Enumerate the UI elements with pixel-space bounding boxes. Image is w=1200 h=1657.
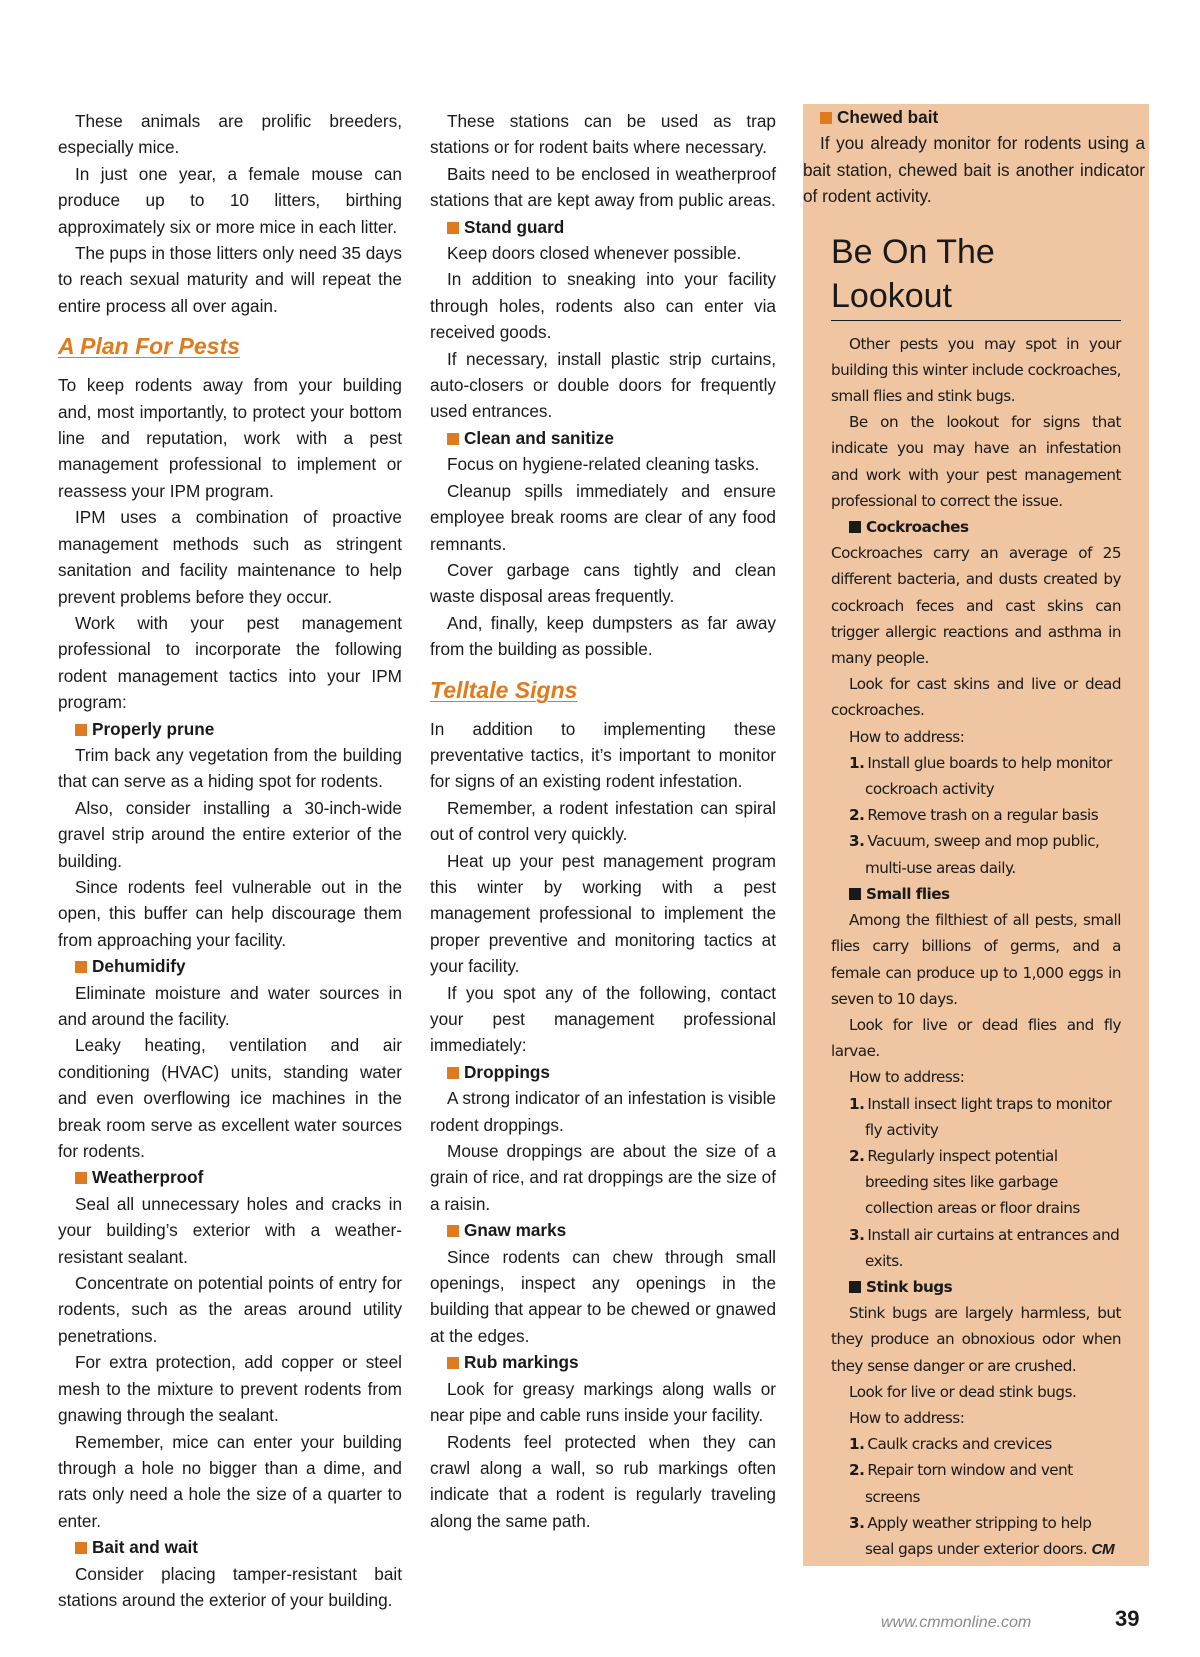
paragraph: Rodents feel protected when they can crawl along a wall, so rub markings often indicate that a rodent is regularly traveling along the same path. xyxy=(430,1431,776,1531)
paragraph: Eliminate moisture and water sources in and around the facility. xyxy=(58,982,402,1029)
paragraph: How to address: xyxy=(849,727,965,746)
paragraph: In addition to implementing these preventative tactics, it’s important to monitor for signs of an existing rodent infestation. xyxy=(430,718,776,792)
paragraph: If you already monitor for rodents using a bait station, chewed bait is another indicator of rodent activity. xyxy=(803,133,1145,207)
paragraph: Stink bugs are largely harmless, but they produce an obnoxious odor when they sense danger or are crushed. xyxy=(831,1304,1121,1375)
subheading: Droppings xyxy=(430,1059,776,1085)
paragraph: How to address: xyxy=(849,1068,965,1087)
paragraph: To keep rodents away from your building and, most importantly, to protect your bottom line and reputation, work with a pest management professional to implement or reassess your IPM program. xyxy=(58,375,402,501)
paragraph: These stations can be used as trap stations or for rodent baits where necessary. xyxy=(430,111,776,158)
list-item: 2. Regularly inspect potential breeding sites like garbage collection areas or floor drains xyxy=(849,1146,1080,1218)
paragraph: Focus on hygiene-related cleaning tasks. xyxy=(447,454,760,475)
paragraph: Look for greasy markings along walls or near pipe and cable runs inside your facility. xyxy=(430,1378,776,1426)
paragraph: Look for cast skins and live or dead cockroaches. xyxy=(831,675,1121,720)
paragraph: Baits need to be enclosed in weatherproof stations that are kept away from public areas. xyxy=(430,163,776,211)
paragraph: Remember, a rodent infestation can spiral out of control very quickly. xyxy=(430,797,776,845)
paragraph: The pups in those litters only need 35 days to reach sexual maturity and will repeat the entire process all over again. xyxy=(58,243,402,316)
paragraph: Look for live or dead stink bugs. xyxy=(849,1382,1077,1401)
paragraph: Leaky heating, ventilation and air conditioning (HVAC) units, standing water and even overflowing ice machines in the break room serve as excellent water sources for rodents. xyxy=(58,1035,402,1162)
sidebar-subheading: Cockroaches xyxy=(831,514,1121,540)
subheading: Rub markings xyxy=(430,1349,776,1375)
black-square-bullet-icon xyxy=(849,521,861,533)
paragraph: Other pests you may spot in your building this winter include cockroaches, small flies and stink bugs. xyxy=(831,334,1121,406)
subheading: Weatherproof xyxy=(58,1164,402,1190)
roach-steps-list xyxy=(831,750,1121,881)
orange-square-bullet-icon xyxy=(447,433,459,445)
orange-square-bullet-icon xyxy=(75,1172,87,1184)
paragraph: Keep doors closed whenever possible. xyxy=(447,243,742,264)
orange-square-bullet-icon xyxy=(447,1067,459,1079)
list-item: 1. Install insect light traps to monitor fly activity xyxy=(849,1094,1112,1139)
section-heading: A Plan For Pests xyxy=(58,333,240,360)
paragraph: Trim back any vegetation from the building that can serve as a hiding spot for rodents. xyxy=(58,744,402,792)
paragraph: Work with your pest management professional to incorporate the following rodent management tactics into your IPM program: xyxy=(58,612,402,713)
paragraph: Heat up your pest management program this winter by working with a pest management professional to implement the proper preventive and monitoring tactics at your facility. xyxy=(430,850,776,977)
bug-steps-list xyxy=(831,1431,1121,1563)
fly-steps-list xyxy=(831,1091,1121,1274)
subheading: Chewed bait xyxy=(803,104,1145,130)
orange-square-bullet-icon xyxy=(447,1357,459,1369)
section-heading: Telltale Signs xyxy=(430,676,578,703)
list-item: 3. Install air curtains at entrances and exits. xyxy=(849,1225,1120,1270)
paragraph: Cleanup spills immediately and ensure employee break rooms are clear of any food remnants. xyxy=(430,480,776,554)
paragraph: And, finally, keep dumpsters as far away from the building as possible. xyxy=(430,612,776,660)
paragraph: IPM uses a combination of proactive management methods such as stringent sanitation and facility maintenance to help prevent problems before they occur. xyxy=(58,507,402,607)
paragraph: Be on the lookout for signs that indicate you may have an infestation and work with your pest management professional to correct the issue. xyxy=(831,413,1121,510)
sidebar-body xyxy=(831,331,1121,1564)
orange-square-bullet-icon xyxy=(447,222,459,234)
list-item: 2. Remove trash on a regular basis xyxy=(849,806,1099,825)
paragraph: For extra protection, add copper or steel mesh to the mixture to prevent rodents from gnawing through the sealant. xyxy=(58,1352,402,1426)
page-number: 39 xyxy=(1115,1606,1140,1631)
list-item: 1. Caulk cracks and crevices xyxy=(849,1435,1052,1454)
paragraph: Consider placing tamper-resistant bait stations around the exterior of your building. xyxy=(58,1563,402,1610)
paragraph: If necessary, install plastic strip curtains, auto-closers or double doors for frequently used entrances. xyxy=(430,348,776,422)
orange-square-bullet-icon xyxy=(820,112,832,124)
black-square-bullet-icon xyxy=(849,1281,861,1293)
paragraph: Cover garbage cans tightly and clean waste disposal areas frequently. xyxy=(430,559,776,607)
footer-url: www.cmmonline.com xyxy=(881,1614,1032,1631)
list-item: 3. Apply weather stripping to help seal gaps under exterior doors. CM xyxy=(849,1513,1115,1558)
sidebar-subheading: Small flies xyxy=(831,881,1121,907)
paragraph: In just one year, a female mouse can produce up to 10 litters, birthing approximately six or more mice in each litter. xyxy=(58,163,402,237)
paragraph: How to address: xyxy=(849,1408,965,1427)
chewed-bait-section xyxy=(803,104,1149,210)
paragraph: Since rodents can chew through small openings, inspect any openings in the building that appear to be chewed or gnawed at the edges. xyxy=(430,1246,776,1346)
article-column-1 xyxy=(58,108,402,1613)
list-item: 2. Repair torn window and vent screens xyxy=(849,1461,1073,1506)
orange-square-bullet-icon xyxy=(75,1542,87,1554)
paragraph: Also, consider installing a 30-inch-wide gravel strip around the entire exterior of the building. xyxy=(58,797,402,871)
list-item: 1. Install glue boards to help monitor cockroach activity xyxy=(849,753,1112,799)
orange-square-bullet-icon xyxy=(75,724,87,736)
subheading: Clean and sanitize xyxy=(430,425,776,451)
paragraph: Concentrate on potential points of entry for rodents, such as the areas around utility penetrations. xyxy=(58,1273,402,1346)
sidebar-box xyxy=(803,104,1149,1566)
subheading: Gnaw marks xyxy=(430,1217,776,1243)
paragraph: Seal all unnecessary holes and cracks in your building’s exterior with a weather-resistant sealant. xyxy=(58,1193,402,1267)
paragraph: These animals are prolific breeders, especially mice. xyxy=(58,111,402,158)
paragraph: Cockroaches carry an average of 25 different bacteria, and dusts created by cockroach feces and cast skins can trigger allergic reactions and asthma in many people. xyxy=(831,544,1121,668)
paragraph: Among the filthiest of all pests, small flies carry billions of germs, and a female can produce up to 1,000 eggs in seven to 10 days. xyxy=(831,911,1121,1008)
sidebar-subheading: Stink bugs xyxy=(831,1274,1121,1300)
subheading: Stand guard xyxy=(430,214,776,240)
subheading: Properly prune xyxy=(58,716,402,742)
orange-square-bullet-icon xyxy=(75,961,87,973)
subheading: Dehumidify xyxy=(58,953,402,979)
paragraph: Look for live or dead flies and fly larvae. xyxy=(831,1015,1121,1061)
paragraph: In addition to sneaking into your facility through holes, rodents also can enter via received goods. xyxy=(430,269,776,343)
article-column-2 xyxy=(430,108,776,1534)
sidebar-title: Be On The Lookout xyxy=(831,230,1121,321)
subheading: Bait and wait xyxy=(58,1534,402,1560)
paragraph: Since rodents feel vulnerable out in the open, this buffer can help discourage them from approaching your facility. xyxy=(58,876,402,950)
list-item: 3. Vacuum, sweep and mop public, multi-use areas daily. xyxy=(849,832,1100,877)
orange-square-bullet-icon xyxy=(447,1225,459,1237)
paragraph: If you spot any of the following, contact your pest management professional immediately: xyxy=(430,982,776,1056)
paragraph: A strong indicator of an infestation is visible rodent droppings. xyxy=(430,1088,776,1135)
black-square-bullet-icon xyxy=(849,888,861,900)
end-mark: CM xyxy=(1091,1540,1115,1558)
paragraph: Remember, mice can enter your building through a hole no bigger than a dime, and rats only need a hole the size of a quarter to enter. xyxy=(58,1431,402,1531)
paragraph: Mouse droppings are about the size of a grain of rice, and rat droppings are the size of a raisin. xyxy=(430,1141,776,1214)
